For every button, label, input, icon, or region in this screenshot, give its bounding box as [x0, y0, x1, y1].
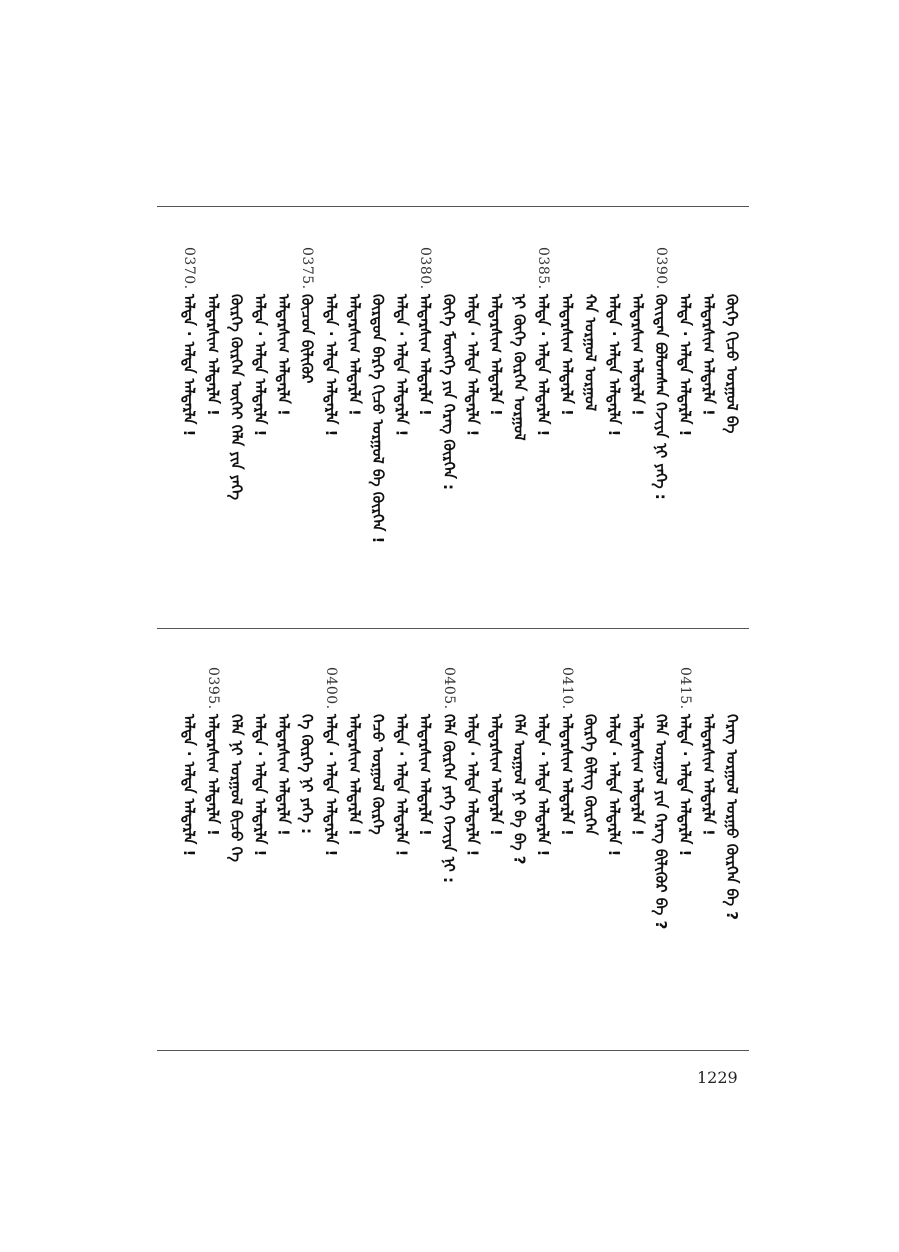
verse-text: ᠬᠦᠷᠭᠡ ᠬᠦᠷᠭᠡᠨ ᠦᠭᠡᠢ ᠬᠡᠯᠡ ᠶᠢᠨ ᠶᠡᠬᠡ [227, 294, 246, 500]
verse-line [648, 664, 674, 929]
verse-line [648, 244, 674, 500]
verse-text: ᠠᠯᠳᠠᠷᠰᠢᠭ ᠠᠯᠳᠠᠷᠯᠠ ! [416, 294, 435, 416]
verse-line [365, 664, 391, 835]
verse-line [176, 244, 202, 436]
verse-text: ᠬᠡ ᠬᠦᠷᠭᠡ ᠨᠢ ᠶᠡᠬᠡ : [298, 714, 317, 834]
verse-line [412, 664, 438, 836]
verse-line [294, 664, 320, 834]
verse-text: ᠠᠯᠳᠠᠷᠰᠢᠭ ᠠᠯᠳᠠᠷᠯᠠ ! [203, 294, 222, 416]
verse-text: ᠬᠡᠯᠡ ᠬᠦᠷᠭᠡᠨ ᠶᠡᠬᠡ ᠬᠡᠵᠢᠶᠡ ᠨᠢ : [439, 714, 458, 883]
verse-line [577, 244, 603, 411]
verse-line [223, 244, 249, 500]
verse-line [389, 664, 415, 856]
verse-text: ᠬᠦᠴᠦᠨ ᠪᠢᠯᠢᠭᠦᠷ [298, 294, 317, 384]
line-number: 0405. [440, 667, 457, 710]
line-number: 0375. [299, 247, 316, 290]
verse-text: ᠬᠦᠷᠳᠦᠨ ᠪᠡᠷᠬᠡ ᠬᠢᠴᠤ ᠤᠷᠭᠤᠯ ᠪᠠ ᠬᠦᠷᠭᠡᠨ ! [369, 294, 387, 544]
verse-line [271, 664, 297, 836]
verse-line [318, 664, 344, 856]
line-number: 0400. [322, 667, 339, 710]
verse-text: ᠠᠯᠳᠠᠷᠰᠢᠭ ᠠᠯᠳᠠᠷᠯᠠ ! [345, 714, 364, 836]
bottom-rule [157, 1050, 749, 1051]
verse-text: ᠠᠯᠳᠠᠷᠰᠢᠭ ᠠᠯᠳᠠᠷᠯᠠ ! [416, 714, 435, 836]
verse-text: ᠠᠯᠳᠠ · ᠠᠯᠳᠠ ᠠᠯᠳᠠᠷᠯᠠ ! [251, 294, 269, 437]
verse-line [672, 244, 698, 436]
verse-text: ᠠᠯᠳᠠ · ᠠᠯᠳᠠ ᠠᠯᠳᠠᠷᠯᠠ ! [251, 714, 269, 857]
verse-text: ᠠᠯᠳᠠ · ᠠᠯᠳᠠ ᠠᠯᠳᠠᠷᠯᠠ ! [605, 294, 623, 437]
verse-line [200, 244, 226, 416]
verse-text: ᠠᠯᠳᠠᠷᠰᠢᠭ ᠠᠯᠳᠠᠷᠯᠠ ! [274, 294, 293, 416]
verse-text: ᠬᠡᠯᠡ ᠤᠷᠭᠤᠯ ᠨᠢ ᠪᠠ ᠪᠠ ? [510, 714, 529, 865]
verse-line [554, 244, 580, 416]
line-number: 0370. [181, 247, 198, 290]
verse-line [719, 244, 745, 433]
verse-text: ᠠᠯᠳᠠ · ᠠᠯᠳᠠ ᠠᠯᠳᠠᠷᠯᠠ ! [180, 714, 199, 857]
verse-line [483, 244, 509, 416]
verse-line [577, 664, 603, 835]
verse-text: ᠠᠯᠳᠠ · ᠠᠯᠳᠠ ᠠᠯᠳᠠᠷᠯᠠ ! [321, 714, 340, 857]
verse-text: ᠠᠯᠳᠠᠷᠰᠢᠭ ᠠᠯᠳᠠᠷᠯᠠ ! [699, 714, 718, 836]
verse-line [601, 664, 627, 856]
verse-line [436, 244, 462, 490]
verse-line [695, 664, 721, 836]
verse-text: ᠠᠯᠳᠠᠷᠰᠢᠭ ᠠᠯᠳᠠᠷᠯᠠ ! [487, 714, 505, 836]
verse-text: ᠬᠦᠢᠳᠡᠨ ᠪᠤᠯᠤᠭᠰᠠᠨ ᠬᠡᠵᠢᠶᠡ ᠨᠢ ᠶᠡᠬᠡ : [652, 294, 671, 500]
verse-line [719, 664, 745, 920]
verse-line [341, 664, 367, 836]
line-number: 0390. [653, 247, 670, 290]
top-rule [157, 206, 749, 207]
verse-line [223, 664, 249, 862]
verse-text: ᠬᠡᠯᠡ ᠨᠢ ᠤᠷᠭᠤᠯ ᠪᠢᠴᠤ ᠬᠡ [227, 714, 246, 862]
verse-line [695, 244, 721, 416]
verse-line [294, 244, 320, 383]
verse-line [507, 244, 533, 441]
verse-text: ᠠᠯᠳᠠᠷᠰᠢᠭ ᠠᠯᠳᠠᠷᠯᠠ ! [628, 294, 647, 416]
verse-text: ᠬᠡᠴᠤ ᠤᠷᠭᠤᠯ ᠬᠦᠷᠭᠡ [369, 714, 387, 835]
bottom-verse-panel [157, 664, 749, 1034]
verse-text: ᠠᠯᠳᠠ · ᠠᠯᠳᠠ ᠠᠯᠳᠠᠷᠯᠠ ! [321, 294, 340, 437]
verse-line [625, 664, 651, 836]
verse-text: ᠠᠯᠳᠠ · ᠠᠯᠳᠠ ᠠᠯᠳᠠᠷᠯᠠ ! [675, 714, 694, 857]
verse-text: ᠨᠢ ᠬᠥᠬᠡ ᠬᠦᠷᠭᠡᠨ ᠤᠷᠭᠤᠯ [510, 294, 529, 441]
verse-text: ᠬᠥᠬᠡ ᠬᠢᠴᠤ ᠤᠷᠭᠤᠯ ᠪᠠ [723, 294, 741, 434]
verse-line [436, 664, 462, 883]
verse-line [318, 244, 344, 436]
verse-text: ᠠᠯᠳᠠ · ᠠᠯᠳᠠ ᠠᠯᠳᠠᠷᠯᠠ ! [605, 714, 623, 857]
verse-text: ᠠᠯᠳᠠᠷᠰᠢᠭ ᠠᠯᠳᠠᠷᠯᠠ ! [628, 714, 647, 836]
verse-line [483, 664, 509, 836]
line-number: 0395. [204, 667, 221, 710]
verse-line [412, 244, 438, 416]
middle-rule [157, 628, 749, 629]
verse-text: ᠬᠠ ᠤᠷᠭᠤᠯ ᠤᠷᠭᠤᠯ [581, 294, 600, 412]
verse-text: ᠠᠯᠳᠠ · ᠠᠯᠳᠠ ᠠᠯᠳᠠᠷᠯᠠ ! [534, 714, 553, 857]
verse-text: ᠠᠯᠳᠠ · ᠠᠯᠳᠠ ᠠᠯᠳᠠᠷᠯᠠ ! [534, 294, 553, 437]
verse-text: ᠬᠥᠬᠡ ᠮᠥᠩᠬᠡ ᠶᠢᠨ ᠬᠡᠷᠡᠭ ᠬᠦᠷᠭᠡᠨ : [439, 294, 458, 491]
verse-text: ᠠᠯᠳᠠ · ᠠᠯᠳᠠ ᠠᠯᠳᠠᠷᠯᠠ ! [463, 714, 482, 857]
verse-text: ᠠᠯᠳᠠᠷᠰᠢᠭ ᠠᠯᠳᠠᠷᠯᠠ ! [487, 294, 505, 416]
verse-text: ᠠᠯᠳᠠ · ᠠᠯᠳᠠ ᠠᠯᠳᠠᠷᠯᠠ ! [392, 294, 411, 437]
page-number: 1229 [697, 1068, 738, 1087]
verse-text: ᠠᠯᠳᠠᠷᠰᠢᠭ ᠠᠯᠳᠠᠷᠯᠠ ! [203, 714, 222, 836]
verse-line [672, 664, 698, 856]
verse-text: ᠠᠯᠳᠠᠷᠰᠢᠭ ᠠᠯᠳᠠᠷᠯᠠ ! [274, 714, 293, 836]
verse-line [341, 244, 367, 416]
line-number: 0385. [535, 247, 552, 290]
verse-text: ᠠᠯᠳᠠ · ᠠᠯᠳᠠ ᠠᠯᠳᠠᠷᠯᠠ ! [180, 294, 199, 437]
verse-line [459, 244, 485, 436]
verse-line [200, 664, 226, 836]
verse-line [507, 664, 533, 864]
line-number: 0415. [676, 667, 693, 710]
verse-line [554, 664, 580, 836]
verse-line [365, 244, 391, 543]
top-verse-panel [157, 244, 749, 614]
verse-text: ᠠᠯᠳᠠ · ᠠᠯᠳᠠ ᠠᠯᠳᠠᠷᠯᠠ ! [392, 714, 411, 857]
line-number: 0410. [558, 667, 575, 710]
verse-line [176, 664, 202, 856]
verse-text: ᠬᠦᠷᠭᠡ ᠪᠢᠯᠢᠭ ᠬᠦᠷᠭᠡᠨ [581, 714, 600, 836]
verse-text: ᠠᠯᠳᠠ · ᠠᠯᠳᠠ ᠠᠯᠳᠠᠷᠯᠠ ! [463, 294, 482, 437]
verse-line [247, 244, 273, 436]
verse-text: ᠠᠯᠳᠠᠷᠰᠢᠭ ᠠᠯᠳᠠᠷᠯᠠ ! [699, 294, 718, 416]
verse-line [530, 244, 556, 436]
verse-text: ᠬᠡᠷᠡᠭ ᠤᠷᠭᠤᠯ ᠤᠷᠭᠤ ᠬᠦᠷᠭᠡᠨ ᠪᠠ ? [723, 714, 741, 920]
verse-text: ᠠᠯᠳᠠᠷᠰᠢᠭ ᠠᠯᠳᠠᠷᠯᠠ ! [345, 294, 364, 416]
verse-line [389, 244, 415, 436]
verse-line [625, 244, 651, 416]
verse-text: ᠠᠯᠳᠠᠷᠰᠢᠭ ᠠᠯᠳᠠᠷᠯᠠ ! [557, 714, 576, 836]
verse-line [271, 244, 297, 416]
verse-line [601, 244, 627, 436]
verse-text: ᠠᠯᠳᠠᠷᠰᠢᠭ ᠠᠯᠳᠠᠷᠯᠠ ! [557, 294, 576, 416]
verse-text: ᠬᠡᠯᠡ ᠤᠷᠭᠤᠯ ᠶᠢᠨ ᠬᠡᠷᠡᠭ ᠪᠢᠯᠢᠭᠦᠷ ᠪᠠ ? [652, 714, 671, 930]
verse-line [247, 664, 273, 856]
verse-line [459, 664, 485, 856]
verse-line [530, 664, 556, 856]
line-number: 0380. [417, 247, 434, 290]
verse-text: ᠠᠯᠳᠠ · ᠠᠯᠳᠠ ᠠᠯᠳᠠᠷᠯᠠ ! [675, 294, 694, 437]
